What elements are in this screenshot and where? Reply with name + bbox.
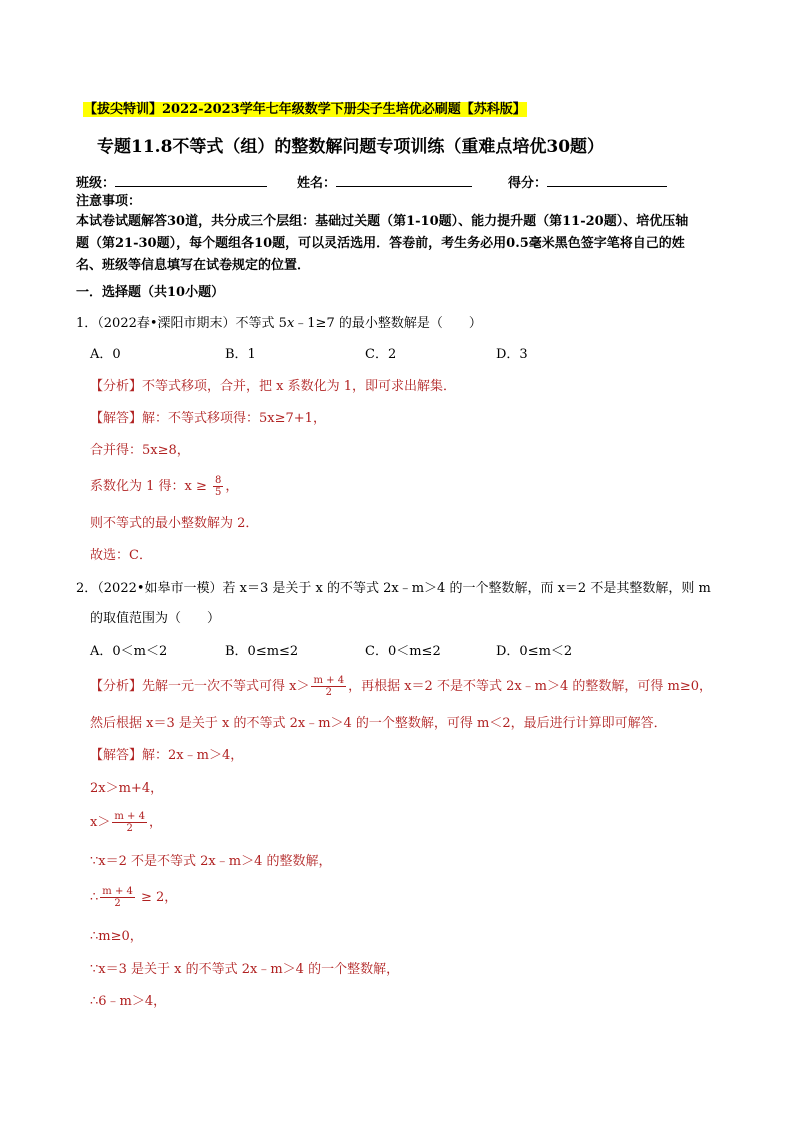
q1-stem: [76, 314, 482, 334]
q1-choice: 故选：C．: [90, 548, 152, 563]
class-blank: [115, 172, 267, 187]
q2-analysis-p2: ，再根据 x＝2 不是不等式 2x﹣m＞4 的整数解，可得 m≥0，: [348, 679, 713, 694]
q2-step3-fraction-den: 2: [126, 823, 133, 834]
q2-answer: [90, 746, 243, 766]
score-label: 得分：: [508, 176, 548, 191]
q1-analysis-tag: 【分析】: [90, 379, 143, 394]
q2-option-a[interactable]: A．0＜m＜2: [90, 644, 168, 659]
q1-stem-var: x: [286, 316, 295, 331]
q1-fraction: [213, 475, 223, 498]
q2-step5-prefix: ∴: [90, 890, 99, 905]
section-heading: 一．选择题（共10小题）: [76, 285, 225, 300]
header-tag: 【拔尖特训】2022-2023学年七年级数学下册尖子生培优必刷题【苏科版】: [84, 102, 526, 117]
q1-answer: [90, 409, 326, 429]
name-blank: [336, 172, 472, 187]
score-field: [508, 172, 667, 194]
q1-fraction-num: 8: [215, 475, 222, 486]
class-label: 班级：: [76, 176, 116, 191]
q1-answer-tag: 【解答】: [90, 411, 143, 426]
q2-step5-suffix: ≥ 2，: [136, 890, 178, 905]
q2-step-8: ∴6﹣m＞4，: [90, 994, 167, 1009]
q1-options: [90, 345, 690, 365]
q2-step3-fraction: [112, 811, 147, 834]
q1-answer-text: 解：不等式移项得：5x≥7+1，: [142, 411, 326, 426]
q2-option-d[interactable]: D．0≤m＜2: [496, 644, 573, 659]
q1-step-3: [90, 474, 238, 500]
q2-option-b[interactable]: B．0≤m≤2: [225, 644, 299, 659]
notes-line-2: 题（第21-30题），每个题组各10题，可以灵活选用．答卷前，考生务必用0.5毫米黑色签字笔将自己的姓: [76, 236, 685, 251]
q2-analysis-line-2: 然后根据 x＝3 是关于 x 的不等式 2x﹣m＞4 的一个整数解，可得 m＜2，最后进行计算即可解答．: [90, 716, 667, 731]
q2-options: [90, 642, 690, 662]
q2-step-2: 2x＞m+4，: [90, 781, 164, 796]
q2-fraction-den: 2: [325, 687, 332, 698]
q2-step-4: ∵x＝2 不是不等式 2x﹣m＞4 的整数解，: [90, 854, 332, 869]
q2-answer-tag: 【解答】: [90, 748, 143, 763]
q1-option-c[interactable]: C．2: [365, 347, 397, 362]
q1-fraction-den: 5: [215, 487, 222, 498]
q2-step5-fraction-num: m + 4: [102, 886, 133, 897]
q1-step3-var: x ≥: [184, 479, 212, 494]
q2-fraction-num: m + 4: [313, 675, 345, 686]
q2-answer-text: 解：2x﹣m＞4，: [142, 748, 244, 763]
class-field: [76, 172, 267, 194]
q1-analysis: [90, 377, 456, 397]
q2-step3-prefix: x＞: [90, 815, 111, 830]
q2-step-3: [90, 810, 162, 836]
q1-step-4: 则不等式的最小整数解为 2．: [90, 516, 259, 531]
name-field: [297, 172, 472, 194]
q1-step3-suffix: ，: [225, 479, 239, 494]
q2-step-6: ∴m≥0，: [90, 929, 143, 944]
q2-analysis-tag: 【分析】: [90, 679, 143, 694]
q2-step-7: ∵x＝3 是关于 x 的不等式 2x﹣m＞4 的一个整数解，: [90, 962, 400, 977]
q1-analysis-text: 不等式移项，合并，把 x 系数化为 1，即可求出解集．: [142, 379, 457, 394]
q1-step-2: 合并得：5x≥8，: [90, 443, 190, 458]
q2-analysis: [90, 674, 712, 700]
q2-step5-fraction-den: 2: [114, 898, 121, 909]
score-blank: [547, 172, 667, 187]
name-label: 姓名：: [297, 176, 337, 191]
q2-step-5: [90, 885, 177, 911]
q1-option-d[interactable]: D．3: [496, 347, 528, 362]
q2-analysis-p1: 先解一元一次不等式可得 x＞: [142, 679, 310, 694]
q2-stem-line-1: 2．（2022•如皋市一模）若 x＝3 是关于 x 的不等式 2x﹣m＞4 的一个整数解，而 x＝2 不是其整数解，则 m: [76, 581, 711, 596]
q1-option-b[interactable]: B．1: [225, 347, 256, 362]
notes-line-1: 本试卷试题解答30道，共分成三个层组：基础过关题（第1-10题）、能力提升题（第11-20题）、培优压轴: [76, 214, 689, 229]
q1-stem-suffix: ﹣1≥7 的最小整数解是（ ）: [294, 316, 482, 331]
q2-step3-fraction-num: m + 4: [114, 811, 145, 822]
notes-heading: 注意事项：: [76, 194, 142, 209]
q2-stem-line-2: 的取值范围为（ ）: [90, 611, 221, 626]
notes-line-3: 名、班级等信息填写在试卷规定的位置．: [76, 258, 311, 273]
page-title: 专题11.8不等式（组）的整数解问题专项训练（重难点培优30题）: [97, 137, 605, 157]
q2-option-c[interactable]: C．0＜m≤2: [365, 644, 441, 659]
q1-step3-prefix: 系数化为 1 得：: [90, 479, 185, 494]
q1-option-a[interactable]: A．0: [90, 347, 121, 362]
q2-analysis-fraction: [311, 675, 346, 698]
q2-step5-fraction: [100, 886, 135, 909]
q2-step3-suffix: ，: [148, 815, 162, 830]
q1-stem-prefix: 1．（2022春•溧阳市期末）不等式 5: [76, 316, 287, 331]
